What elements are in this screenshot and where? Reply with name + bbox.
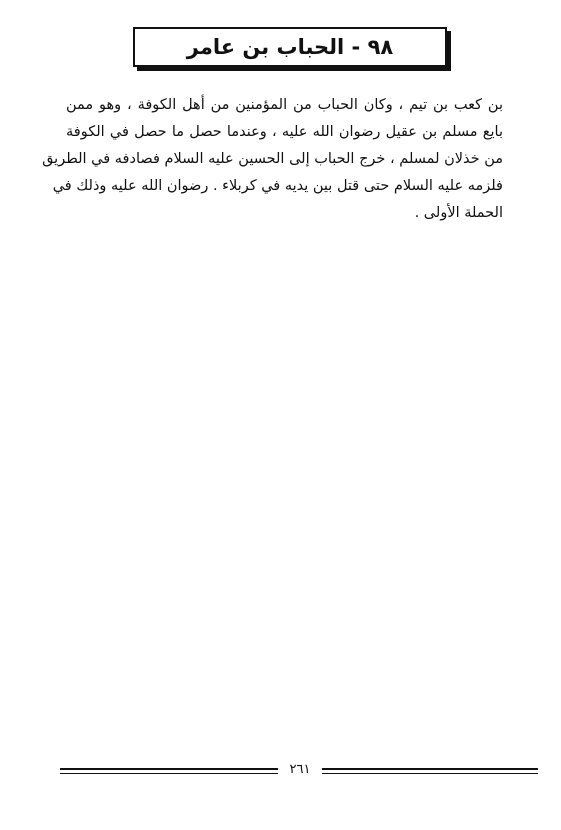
- chapter-title-box: [133, 27, 447, 67]
- paragraph-line: بايع مسلم بن عقيل رضوان الله عليه ، وعندما حصل ما حصل في الكوفة: [66, 124, 503, 140]
- page-footer: [60, 762, 538, 782]
- paragraph-line: من خذلان لمسلم ، خرج الحباب إلى الحسين عليه السلام فصادفه في الطريق: [42, 151, 503, 167]
- footer-rule-right-bottom: [322, 773, 538, 774]
- footer-rule-right-top: [322, 768, 538, 770]
- paragraph-line: فلزمه عليه السلام حتى قتل بين يديه في كربلاء . رضوان الله عليه وذلك في: [52, 178, 503, 194]
- paragraph-line: الحملة الأولى .: [414, 205, 503, 221]
- paragraph-line: بن كعب بن تيم ، وكان الحباب من المؤمنين من أهل الكوفة ، وهو ممن: [66, 97, 503, 113]
- footer-rule-left-top: [60, 768, 278, 770]
- body-paragraph: [42, 92, 503, 227]
- chapter-title: ٩٨ - الحباب بن عامر: [186, 35, 394, 59]
- page-number: ٢٦١: [289, 762, 311, 777]
- footer-rule-left-bottom: [60, 773, 278, 774]
